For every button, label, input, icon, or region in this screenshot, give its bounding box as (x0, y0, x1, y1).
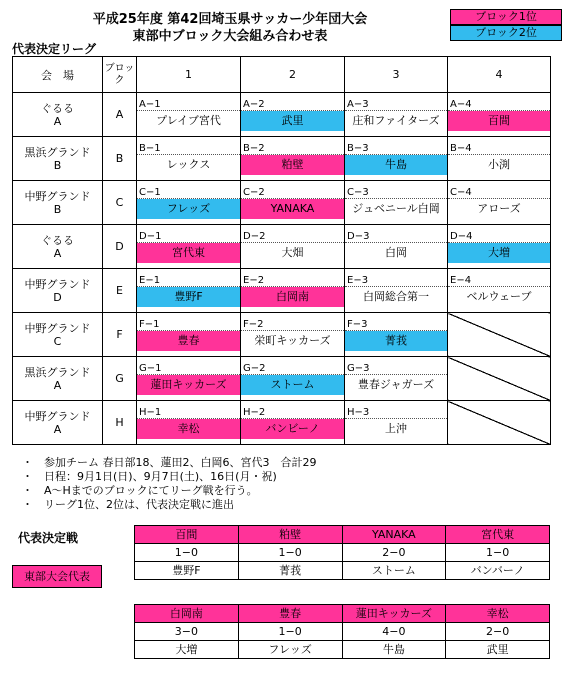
team-cell (448, 225, 551, 269)
score-cell: 1−0 (446, 544, 550, 562)
final-section-title: 代表決定戦 (18, 531, 79, 545)
note-item: ・ 日程：9月1日(日)、9月7日(土)、16日(月・祝) (22, 470, 277, 483)
slot-code: A−1 (137, 99, 240, 111)
venue-name: 黒浜グランド (24, 145, 91, 159)
venue-cell (13, 269, 103, 313)
slot-code: E−3 (345, 275, 447, 287)
team-cell (345, 401, 448, 445)
venue-name: 中野グランド (24, 189, 91, 203)
team-name: 上沖 (385, 421, 407, 435)
team-cell (448, 181, 551, 225)
team-name: 小渕 (488, 157, 510, 171)
block-row (13, 269, 551, 313)
venue-field: B (53, 202, 62, 216)
finals-top-table (134, 525, 550, 580)
winner-cell: 白岡南 (135, 605, 239, 623)
team-cell (137, 269, 241, 313)
loser-cell: 大増 (135, 641, 239, 659)
block-letter: A (103, 93, 137, 137)
team-name: 白岡南 (241, 287, 344, 307)
team-cell (345, 93, 448, 137)
team-cell (345, 357, 448, 401)
score-cell: 3−0 (135, 623, 239, 641)
team-cell (241, 357, 345, 401)
slot-code: F−1 (137, 319, 240, 331)
finals-winners-row (135, 526, 550, 544)
slot-code: D−4 (448, 231, 550, 243)
venue-field: D (53, 290, 62, 304)
block-row (13, 93, 551, 137)
team-name: 豊春ジャガーズ (357, 377, 435, 391)
venue-field: A (53, 422, 62, 436)
block-row (13, 225, 551, 269)
header-col-4: 4 (448, 57, 551, 93)
block-letter: D (103, 225, 137, 269)
slot-code: D−3 (345, 231, 447, 243)
notes (22, 456, 317, 512)
score-cell: 1−0 (238, 544, 342, 562)
venue-name: 黒浜グランド (24, 365, 91, 379)
team-name: ベルウェーブ (466, 289, 532, 303)
team-cell (137, 137, 241, 181)
team-cell (241, 137, 345, 181)
venue-name: 中野グランド (24, 321, 91, 335)
block-row (13, 357, 551, 401)
slot-code: D−1 (137, 231, 240, 243)
team-cell (137, 181, 241, 225)
header-row (13, 57, 551, 93)
venue-cell (13, 401, 103, 445)
loser-cell: 武里 (446, 641, 550, 659)
note-item: ・ A〜Hまでのブロックにてリーグ戦を行う。 (22, 484, 258, 497)
team-cell (345, 225, 448, 269)
loser-cell: 菁莪 (238, 562, 342, 580)
team-cell (345, 269, 448, 313)
venue-cell (13, 313, 103, 357)
slot-code: C−1 (137, 187, 240, 199)
loser-cell: バンバーノ (446, 562, 550, 580)
score-cell: 4−0 (342, 623, 446, 641)
team-name: 大畑 (281, 245, 304, 259)
winner-cell: 粕壁 (238, 526, 342, 544)
team-name: YANAKA (241, 199, 344, 219)
team-cell (137, 313, 241, 357)
title-line-1: 平成25年度 第42回埼玉県サッカー少年団大会 (92, 12, 368, 27)
team-name: 白岡総合第一 (363, 289, 429, 303)
score-cell: 1−0 (135, 544, 239, 562)
loser-cell: 豊野F (135, 562, 239, 580)
venue-name: ぐるる (41, 233, 74, 247)
venue-cell (13, 225, 103, 269)
block-letter: F (103, 313, 137, 357)
block-row (13, 313, 551, 357)
venue-cell (13, 357, 103, 401)
team-name: 百間 (448, 111, 550, 131)
team-cell (137, 225, 241, 269)
slot-code: G−2 (241, 363, 344, 375)
slot-code: B−4 (448, 143, 550, 155)
finals-winners-row (135, 605, 550, 623)
finals-scores-row (135, 623, 550, 641)
slot-code: C−4 (448, 187, 550, 199)
team-cell (345, 181, 448, 225)
team-cell (448, 269, 551, 313)
slot-code: G−1 (137, 363, 240, 375)
block-letter: C (103, 181, 137, 225)
block-letter: H (103, 401, 137, 445)
slot-code: G−3 (345, 363, 447, 375)
slot-code: H−3 (345, 407, 447, 419)
note-item: ・ リーグ1位、2位は、代表決定戦に進出 (22, 498, 234, 511)
slot-code: B−3 (345, 143, 447, 155)
venue-cell (13, 93, 103, 137)
venue-field: C (53, 334, 62, 348)
team-name: 宮代東 (137, 243, 240, 263)
team-name: プレイブ宮代 (156, 113, 221, 127)
venue-name: ぐるる (41, 101, 74, 115)
score-cell: 2−0 (342, 544, 446, 562)
title-line-2: 東部中ブロック大会組み合わせ表 (132, 29, 328, 44)
team-name: 大増 (448, 243, 550, 263)
team-name: 白岡 (385, 245, 407, 259)
slot-code: E−1 (137, 275, 240, 287)
finals-bottom-table (134, 604, 550, 659)
team-name: 菁莪 (345, 331, 447, 351)
team-name: 蓮田キッカーズ (137, 375, 240, 395)
header-col-2: 2 (241, 57, 345, 93)
team-cell (137, 357, 241, 401)
team-cell (241, 181, 345, 225)
slot-code: E−4 (448, 275, 550, 287)
finals-losers-row (135, 641, 550, 659)
team-name: 栄町キッカーズ (254, 333, 331, 347)
header-block: ブロック (103, 57, 137, 93)
venue-name: 中野グランド (24, 409, 91, 423)
header-col-3: 3 (345, 57, 448, 93)
note-item: ・ 参加チーム 春日部18、蓮田2、白岡6、宮代3 合計29 (22, 456, 317, 469)
venue-cell (13, 181, 103, 225)
block-row (13, 181, 551, 225)
empty-slot (448, 357, 551, 401)
slot-code: F−3 (345, 319, 447, 331)
finals-losers-row (135, 562, 550, 580)
team-cell (448, 137, 551, 181)
venue-field: B (53, 158, 62, 172)
winner-cell: 蓮田キッカーズ (342, 605, 446, 623)
score-cell: 1−0 (238, 623, 342, 641)
team-name: アローズ (477, 201, 521, 215)
team-cell (448, 93, 551, 137)
team-name: バンビーノ (241, 419, 344, 439)
team-cell (241, 225, 345, 269)
team-name: ジュベニール白岡 (352, 201, 440, 215)
team-cell (241, 269, 345, 313)
league-table (12, 56, 551, 445)
team-cell (241, 313, 345, 357)
team-cell (241, 401, 345, 445)
slot-code: D−2 (241, 231, 344, 243)
block-row (13, 401, 551, 445)
slot-code: B−2 (241, 143, 344, 155)
legend-first-place: ブロック1位 (450, 9, 562, 25)
team-name: レックス (166, 157, 211, 171)
winner-cell: 幸松 (446, 605, 550, 623)
slot-code: A−2 (241, 99, 344, 111)
score-cell: 2−0 (446, 623, 550, 641)
header-venue: 会 場 (13, 57, 103, 93)
slot-code: E−2 (241, 275, 344, 287)
block-letter: B (103, 137, 137, 181)
block-letter: G (103, 357, 137, 401)
team-name: 庄和ファイターズ (352, 113, 440, 127)
block-row (13, 137, 551, 181)
slot-code: F−2 (241, 319, 344, 331)
team-name: 豊野F (137, 287, 240, 307)
slot-code: C−2 (241, 187, 344, 199)
venue-field: A (53, 378, 62, 392)
slot-code: A−4 (448, 99, 550, 111)
loser-cell: 牛島 (342, 641, 446, 659)
team-name: 武里 (241, 111, 344, 131)
header-col-1: 1 (137, 57, 241, 93)
winner-cell: 豊春 (238, 605, 342, 623)
team-cell (345, 313, 448, 357)
slot-code: A−3 (345, 99, 447, 111)
team-name: 幸松 (137, 419, 240, 439)
representative-label: 東部大会代表 (12, 565, 102, 588)
loser-cell: フレッズ (238, 641, 342, 659)
legend-second-place: ブロック2位 (450, 25, 562, 41)
finals-scores-row (135, 544, 550, 562)
slot-code: C−3 (345, 187, 447, 199)
winner-cell: YANAKA (342, 526, 446, 544)
loser-cell: ストーム (342, 562, 446, 580)
team-cell (137, 93, 241, 137)
team-name: 粕壁 (241, 155, 344, 175)
venue-cell (13, 137, 103, 181)
winner-cell: 百間 (135, 526, 239, 544)
empty-slot (448, 313, 551, 357)
slot-code: H−2 (241, 407, 344, 419)
team-cell (241, 93, 345, 137)
team-name: 牛島 (345, 155, 447, 175)
slot-code: B−1 (137, 143, 240, 155)
team-name: ストーム (241, 375, 344, 395)
winner-cell: 宮代東 (446, 526, 550, 544)
venue-name: 中野グランド (24, 277, 91, 291)
team-cell (137, 401, 241, 445)
slot-code: H−1 (137, 407, 240, 419)
team-cell (345, 137, 448, 181)
block-letter: E (103, 269, 137, 313)
league-section-title: 代表決定リーグ (12, 42, 97, 56)
empty-slot (448, 401, 551, 445)
venue-field: A (53, 114, 62, 128)
venue-field: A (53, 246, 62, 260)
team-name: フレッズ (137, 199, 240, 219)
team-name: 豊春 (137, 331, 240, 351)
